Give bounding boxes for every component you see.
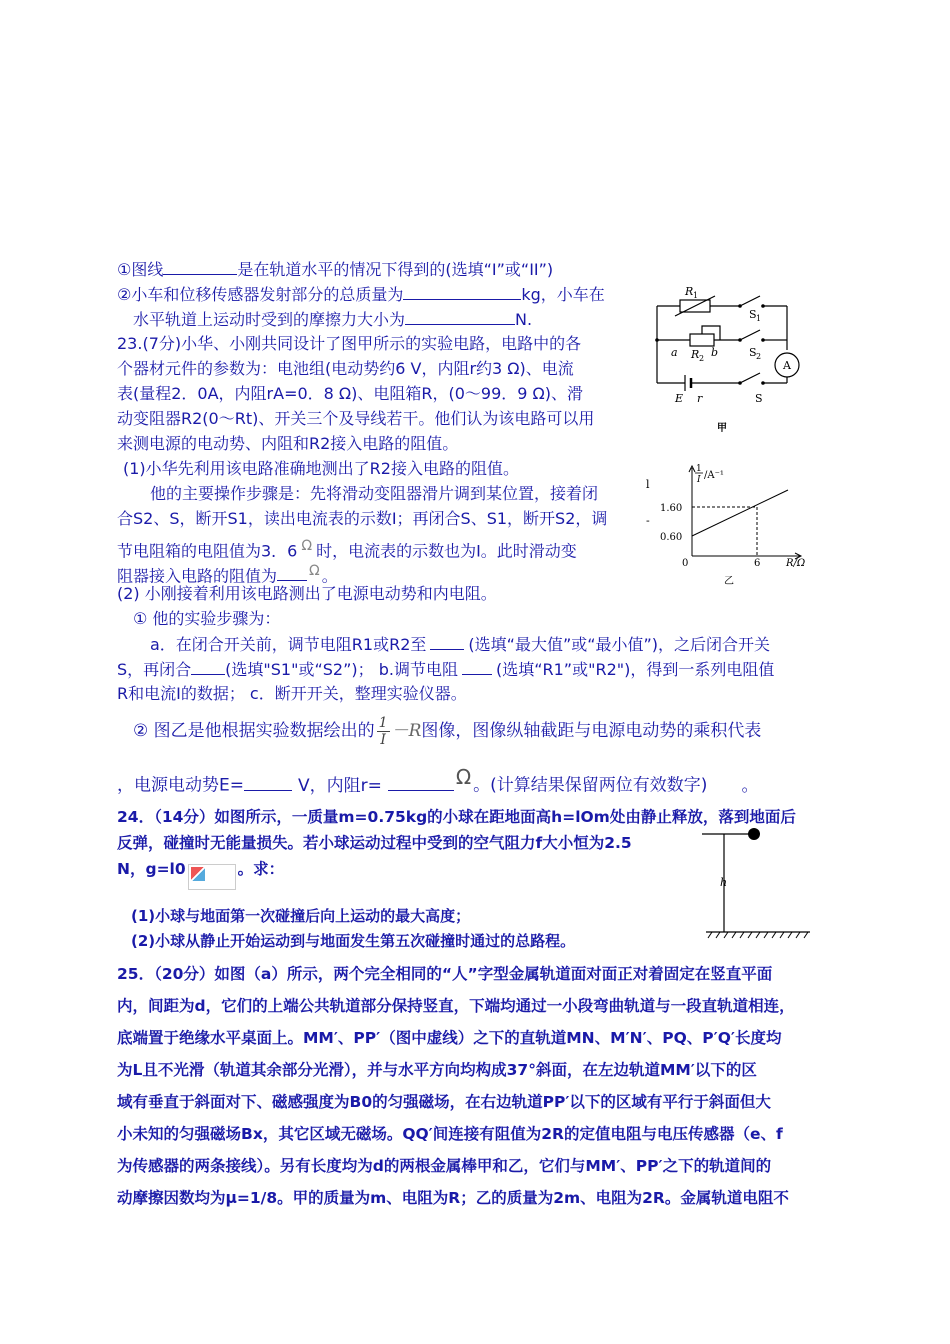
- line-q22-3: 水平轨道上运动时受到的摩擦力大小为 N.: [133, 310, 533, 329]
- line-q24-3: N，g=l0 。求：: [117, 858, 284, 884]
- svg-text:1: 1: [696, 464, 702, 474]
- line-q22-2: ②小车和位移传感器发射部分的总质量为 kg，小车在: [117, 285, 605, 304]
- line-q23-13: a．在闭合开关前，调节电阻R1或R2至 (选填“最大值”或“最小值”)，之后闭合开关: [150, 635, 771, 654]
- line-q24-1: 24．（14分）如图所示，一质量m=0.75kg的小球在距地面高h=lOm处由静止释放，落到地面后: [117, 808, 796, 826]
- answer-blank: [277, 564, 307, 581]
- answer-blank: [430, 633, 464, 650]
- answer-blank: [244, 774, 292, 791]
- svg-text:E: E: [675, 392, 684, 405]
- svg-text:a: a: [671, 346, 678, 359]
- svg-text:R: R: [691, 348, 700, 361]
- line-q25-6: 小未知的匀强磁场Bx，其它区域无磁场。QQ′间连接有阻值为2R的定值电阻与电压传感器（e、f: [117, 1125, 783, 1143]
- svg-text:l: l: [646, 478, 650, 491]
- answer-blank: [163, 258, 237, 275]
- line-q25-5: 域有垂直于斜面对下、磁感强度为B0的匀强磁场，在右边轨道PP′以下的区域有平行于斜面但大: [117, 1093, 771, 1111]
- line-q23-3: 表(量程2．0A，内阻rA=0．8 Ω)、电阻箱R，(0～99．9 Ω)、滑: [117, 384, 584, 403]
- ohm-symbol: Ω: [455, 765, 472, 789]
- fraction-1-over-i: $\frac{1}{I}$: [378, 714, 388, 748]
- svg-text:S: S: [749, 346, 757, 359]
- line-q23-8: 合S2、S，断开S1，读出电流表的示数I；再闭合S、S1，断开S2，调: [117, 509, 608, 528]
- graph-inverse-current-vs-r: [640, 460, 820, 590]
- ball-drop-diagram: [700, 822, 820, 947]
- answer-blank: [403, 283, 521, 300]
- svg-text:/A⁻¹: /A⁻¹: [704, 470, 724, 481]
- line-q23-16: ② 图乙是他根据实验数据绘出的 $\frac{1}{I}$ －R图像，图像纵轴截距与电源电动势的乘积代表: [133, 714, 762, 748]
- line-q23-4: 动变阻器R2(0～Rt)、开关三个及导线若干。他们认为该电路可以用: [117, 409, 595, 428]
- answer-blank: [191, 658, 225, 675]
- svg-text:-: -: [646, 514, 650, 527]
- svg-text:6: 6: [754, 558, 761, 569]
- svg-text:1: 1: [756, 314, 762, 323]
- line-q23-5: 来测电源的电动势、内阻和R2接入电路的阻值。: [117, 434, 459, 453]
- ball-icon: [748, 828, 760, 840]
- svg-text:0.60: 0.60: [660, 532, 683, 543]
- line-q25-8: 动摩擦因数均为μ=1/8。甲的质量为m、电阻为R；乙的质量为2m、电阻为2R。金属轨道电阻不: [117, 1189, 789, 1207]
- svg-text:甲: 甲: [717, 423, 727, 434]
- line-q23-1: 23.(7分)小华、小刚共同设计了图甲所示的实验电路，电路中的各: [117, 334, 582, 353]
- line-q23-10: 阻器接入电路的阻值为 Ω 。: [117, 563, 338, 586]
- line-q23-14: S，再闭合 (选填"S1"或“S2”)； b.调节电阻 (选填“R1”或"R2")，得到一系列电阻值: [117, 660, 775, 679]
- line-q24-2: 反弹，碰撞时无能量损失。若小球运动过程中受到的空气阻力f大小恒为2.5: [117, 834, 632, 852]
- svg-text:0: 0: [682, 558, 689, 569]
- svg-text:r: r: [697, 392, 703, 405]
- line-q23-2: 个器材元件的参数为：电池组(电动势约6 V，内阻r约3 Ω)、电流: [117, 359, 574, 378]
- line-q24-5: (2)小球从静止开始运动到与地面发生第五次碰撞时通过的总路程。: [131, 932, 576, 950]
- ohm-symbol: Ω: [301, 538, 313, 554]
- svg-text:R/Ω: R/Ω: [786, 558, 806, 569]
- line-q22-1: ①图线 是在轨道水平的情况下得到的(选填“I”或“II”): [117, 260, 554, 279]
- line-q23-11: (2) 小刚接着利用该电路测出了电源电动势和内电阻。: [117, 584, 497, 603]
- svg-text:A: A: [783, 359, 791, 372]
- svg-text:b: b: [711, 346, 719, 359]
- line-q24-4: (1)小球与地面第一次碰撞后向上运动的最大高度；: [131, 907, 471, 925]
- svg-text:2: 2: [756, 352, 762, 361]
- ohm-symbol: Ω: [309, 563, 320, 579]
- line-q23-7: 他的主要操作步骤是：先将滑动变阻器滑片调到某位置，接着闭: [150, 484, 599, 503]
- line-q23-17: ，电源电动势E= V，内阻r= Ω 。(计算结果保留两位有效数字) 。: [117, 765, 759, 796]
- answer-blank: [462, 658, 492, 675]
- svg-text:S: S: [749, 308, 757, 321]
- line-q23-9: 节电阻箱的电阻值为3．6 Ω 时，电流表的示数也为I。此时滑动变: [117, 538, 577, 561]
- answer-blank: [405, 308, 515, 325]
- svg-text:h: h: [720, 876, 728, 889]
- svg-text:1.60: 1.60: [660, 503, 683, 514]
- svg-text:R: R: [685, 285, 694, 298]
- svg-text:S: S: [755, 392, 763, 405]
- line-q23-12: ① 他的实验步骤为：: [133, 609, 281, 628]
- svg-text:1: 1: [693, 291, 699, 300]
- line-q23-15: R和电流I的数据； c．断开开关，整理实验仪器。: [117, 684, 467, 703]
- line-q25-7: 为传感器的两条接线）。另有长度均为d的两根金属棒甲和乙，它们与MM′、PP′之下的轨道间的: [117, 1157, 772, 1175]
- svg-text:2: 2: [699, 354, 705, 363]
- line-q23-6: (1)小华先利用该电路准确地测出了R2接入电路的阻值。: [123, 459, 519, 478]
- circuit-diagram: [645, 278, 825, 438]
- svg-text:I: I: [697, 475, 701, 485]
- line-q25-3: 底端置于绝缘水平桌面上。MM′、PP′（图中虚线）之下的直轨道MN、M′N′、PQ、P′Q′长度均: [117, 1029, 782, 1047]
- line-q25-4: 为L且不光滑（轨道其余部分光滑），并与水平方向均构成37°斜面，在左边轨道MM′以下的区: [117, 1061, 757, 1079]
- answer-blank: [388, 774, 454, 791]
- svg-text:乙: 乙: [724, 576, 734, 587]
- line-q25-2: 内，间距为d，它们的上端公共轨道部分保持竖直，下端均通过一小段弯曲轨道与一段直轨道相连，: [117, 997, 795, 1015]
- line-q25-1: 25．（20分）如图（a）所示，两个完全相同的“人”字型金属轨道面对面正对着固定在竖直平面: [117, 965, 773, 983]
- broken-image-icon: [188, 864, 236, 890]
